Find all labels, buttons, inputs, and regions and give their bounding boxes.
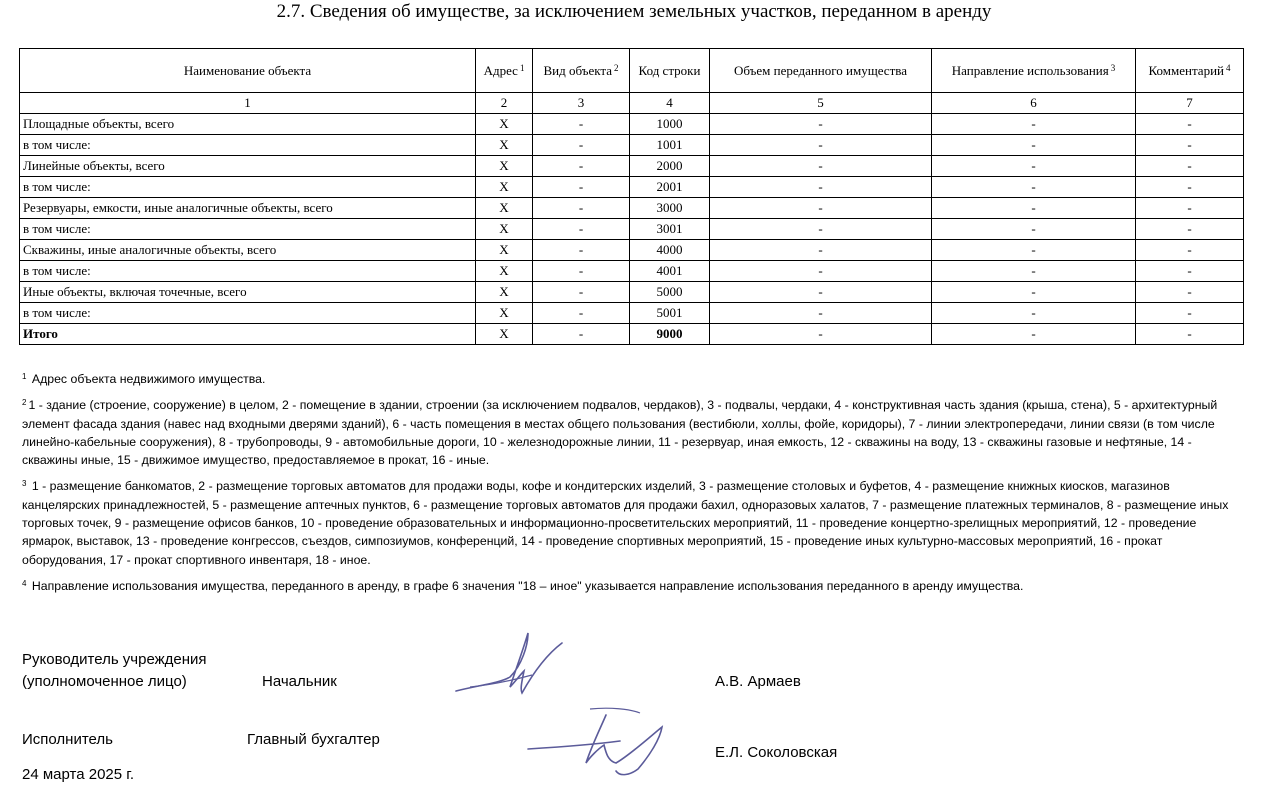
property-lease-table: [19, 48, 1244, 345]
column-header-label: Наименование объекта: [183, 62, 312, 78]
cell-code: 1001: [630, 135, 710, 156]
cell-comment: -: [1136, 261, 1244, 282]
cell-name: Итого: [20, 324, 476, 345]
cell-comment: -: [1136, 177, 1244, 198]
cell-type: -: [533, 282, 630, 303]
footnote-text: 1 - здание (строение, сооружение) в целом, 2 - помещение в здании, строении (за исключением подвалов, чердаков), 3 - подвалы, чердаки, 4 - конструктивная часть здания (крыша, стена), 5 - архитектурный элемент фасада здания (навес над входными дверями зданий), 6 - часть помещения в местах общего пользования (вестибюли, холлы, фойе, коридоры), 7 - линии электропередачи, линии связи (в том числе линейно-кабельные сооружения), 8 - трубопроводы, 9 - автомобильные дороги, 10 - железнодорожные линии, 11 - резервуар, иная емкость, 12 - скважины на воду, 13 - скважины газовые и нефтяные, 14 - скважины иные, 15 - движимое имущество, предоставляемое в прокат, 16 - иные.: [22, 398, 1218, 468]
column-header-label: Направление использования: [951, 62, 1109, 78]
column-number: 6: [932, 93, 1136, 114]
table-row: [20, 156, 1244, 177]
cell-comment: -: [1136, 135, 1244, 156]
cell-name: в том числе:: [20, 219, 476, 240]
column-number: 2: [476, 93, 533, 114]
cell-address: Х: [476, 240, 533, 261]
executor-name: Е.Л. Соколовская: [715, 744, 838, 761]
cell-direction: -: [932, 240, 1136, 261]
footnote: [22, 396, 1247, 469]
column-numbers-row: [20, 93, 1244, 114]
cell-address: Х: [476, 135, 533, 156]
cell-volume: -: [710, 324, 932, 345]
cell-code: 5001: [630, 303, 710, 324]
table-row: [20, 240, 1244, 261]
document-date: 24 марта 2025 г.: [22, 766, 135, 783]
footnote-marker: 2: [614, 62, 619, 73]
footnote-number: 3: [22, 479, 27, 489]
cell-code: 1000: [630, 114, 710, 135]
cell-code: 5000: [630, 282, 710, 303]
cell-code: 9000: [630, 324, 710, 345]
cell-name: Скважины, иные аналогичные объекты, всего: [20, 240, 476, 261]
cell-direction: -: [932, 156, 1136, 177]
cell-name: в том числе:: [20, 135, 476, 156]
table-row: [20, 219, 1244, 240]
column-header: [476, 49, 533, 93]
column-header: [1136, 49, 1244, 93]
column-header-label: Код строки: [638, 62, 701, 78]
cell-direction: -: [932, 219, 1136, 240]
column-header: [20, 49, 476, 93]
cell-code: 2000: [630, 156, 710, 177]
footnote-marker: 3: [1110, 62, 1116, 73]
cell-name: в том числе:: [20, 177, 476, 198]
header-row: [20, 49, 1244, 93]
cell-direction: -: [932, 324, 1136, 345]
footnote-number: 2: [22, 398, 27, 408]
table-row: [20, 114, 1244, 135]
cell-volume: -: [710, 261, 932, 282]
table-row: [20, 324, 1244, 345]
table-row: [20, 135, 1244, 156]
column-header-label: Вид объекта: [543, 62, 613, 78]
cell-direction: -: [932, 303, 1136, 324]
document-title: 2.7. Сведения об имуществе, за исключением земельных участков, переданном в аренду: [276, 1, 992, 22]
column-header: [533, 49, 630, 93]
footnote-number: 4: [22, 578, 27, 588]
cell-direction: -: [932, 261, 1136, 282]
cell-type: -: [533, 114, 630, 135]
column-number: 7: [1136, 93, 1244, 114]
footnotes: [22, 370, 1247, 603]
cell-code: 3001: [630, 219, 710, 240]
cell-comment: -: [1136, 282, 1244, 303]
column-header-label: Объем переданного имущества: [733, 62, 907, 78]
cell-type: -: [533, 156, 630, 177]
cell-type: -: [533, 324, 630, 345]
table-row: [20, 303, 1244, 324]
footnote-marker: 4: [1225, 62, 1231, 73]
executor-position: Главный бухгалтер: [247, 731, 380, 748]
cell-comment: -: [1136, 198, 1244, 219]
head-label-line-1: Руководитель учреждения: [22, 651, 207, 668]
cell-comment: -: [1136, 114, 1244, 135]
cell-volume: -: [710, 156, 932, 177]
cell-code: 2001: [630, 177, 710, 198]
cell-direction: -: [932, 282, 1136, 303]
head-signature: [450, 625, 570, 705]
cell-comment: -: [1136, 219, 1244, 240]
table-row: [20, 261, 1244, 282]
cell-direction: -: [932, 114, 1136, 135]
cell-address: Х: [476, 261, 533, 282]
cell-direction: -: [932, 198, 1136, 219]
column-number: 5: [710, 93, 932, 114]
footnote: [22, 577, 1247, 595]
footnote-text: Адрес объекта недвижимого имущества.: [28, 372, 266, 386]
footnote: [22, 477, 1247, 568]
cell-name: Резервуары, емкости, иные аналогичные объекты, всего: [20, 198, 476, 219]
cell-volume: -: [710, 114, 932, 135]
cell-comment: -: [1136, 156, 1244, 177]
column-header: [710, 49, 932, 93]
cell-type: -: [533, 303, 630, 324]
cell-type: -: [533, 177, 630, 198]
cell-address: Х: [476, 177, 533, 198]
cell-code: 4001: [630, 261, 710, 282]
table-row: [20, 198, 1244, 219]
cell-volume: -: [710, 240, 932, 261]
cell-type: -: [533, 198, 630, 219]
cell-volume: -: [710, 303, 932, 324]
cell-address: Х: [476, 114, 533, 135]
cell-comment: -: [1136, 303, 1244, 324]
cell-volume: -: [710, 282, 932, 303]
cell-address: Х: [476, 156, 533, 177]
cell-direction: -: [932, 177, 1136, 198]
footnote-marker: 1: [519, 62, 525, 73]
cell-code: 4000: [630, 240, 710, 261]
column-number: 1: [20, 93, 476, 114]
cell-name: Линейные объекты, всего: [20, 156, 476, 177]
column-header-label: Адрес: [483, 62, 518, 78]
head-label-line-2: (уполномоченное лицо): [22, 673, 187, 690]
cell-address: Х: [476, 219, 533, 240]
cell-type: -: [533, 261, 630, 282]
column-header: [932, 49, 1136, 93]
footnote: [22, 370, 1247, 388]
cell-name: в том числе:: [20, 261, 476, 282]
cell-address: Х: [476, 303, 533, 324]
cell-name: в том числе:: [20, 303, 476, 324]
cell-address: Х: [476, 282, 533, 303]
cell-type: -: [533, 135, 630, 156]
executor-label: Исполнитель: [22, 731, 113, 748]
cell-direction: -: [932, 135, 1136, 156]
cell-address: Х: [476, 198, 533, 219]
cell-type: -: [533, 240, 630, 261]
cell-code: 3000: [630, 198, 710, 219]
column-header: [630, 49, 710, 93]
column-header-label: Комментарий: [1148, 62, 1224, 78]
column-number: 3: [533, 93, 630, 114]
footnote-text: 1 - размещение банкоматов, 2 - размещение торговых автоматов для продажи воды, кофе и кондитерских изделий, 3 - размещение столовых и буфетов, 4 - размещение книжных киосков, магазинов канцелярских принадлежностей, 5 - размещение аптечных пунктов, 6 - размещение торговых автоматов для продажи бахил, одноразовых халатов, 7 - размещение платежных терминалов, 8 - размещение иных торговых точек, 9 - размещение офисов банков, 10 - проведение образовательных и информационно-просветительских мероприятий, 11 - проведение концертно-зрелищных мероприятий, 12 - проведение ярмарок, выставок, 13 - проведение конгрессов, съездов, симпозиумов, конференций, 14 - проведение спортивных мероприятий, 15 - проведение иных культурно-массовых мероприятий, 16 - прокат оборудования, 17 - прокат спортивного инвентаря, 18 - иное.: [22, 479, 1229, 567]
head-position: Начальник: [262, 673, 337, 690]
cell-comment: -: [1136, 240, 1244, 261]
cell-type: -: [533, 219, 630, 240]
cell-name: Площадные объекты, всего: [20, 114, 476, 135]
footnote-text: Направление использования имущества, переданного в аренду, в графе 6 значения "18 – иное" указывается направление использования переданного в аренду имущества.: [28, 578, 1024, 593]
executor-signature: [520, 705, 680, 785]
cell-address: Х: [476, 324, 533, 345]
cell-volume: -: [710, 177, 932, 198]
cell-volume: -: [710, 198, 932, 219]
footnote-number: 1: [22, 372, 27, 381]
cell-comment: -: [1136, 324, 1244, 345]
table-row: [20, 177, 1244, 198]
column-number: 4: [630, 93, 710, 114]
table-row: [20, 282, 1244, 303]
cell-name: Иные объекты, включая точечные, всего: [20, 282, 476, 303]
cell-volume: -: [710, 219, 932, 240]
cell-volume: -: [710, 135, 932, 156]
head-name: А.В. Армаев: [715, 673, 801, 690]
